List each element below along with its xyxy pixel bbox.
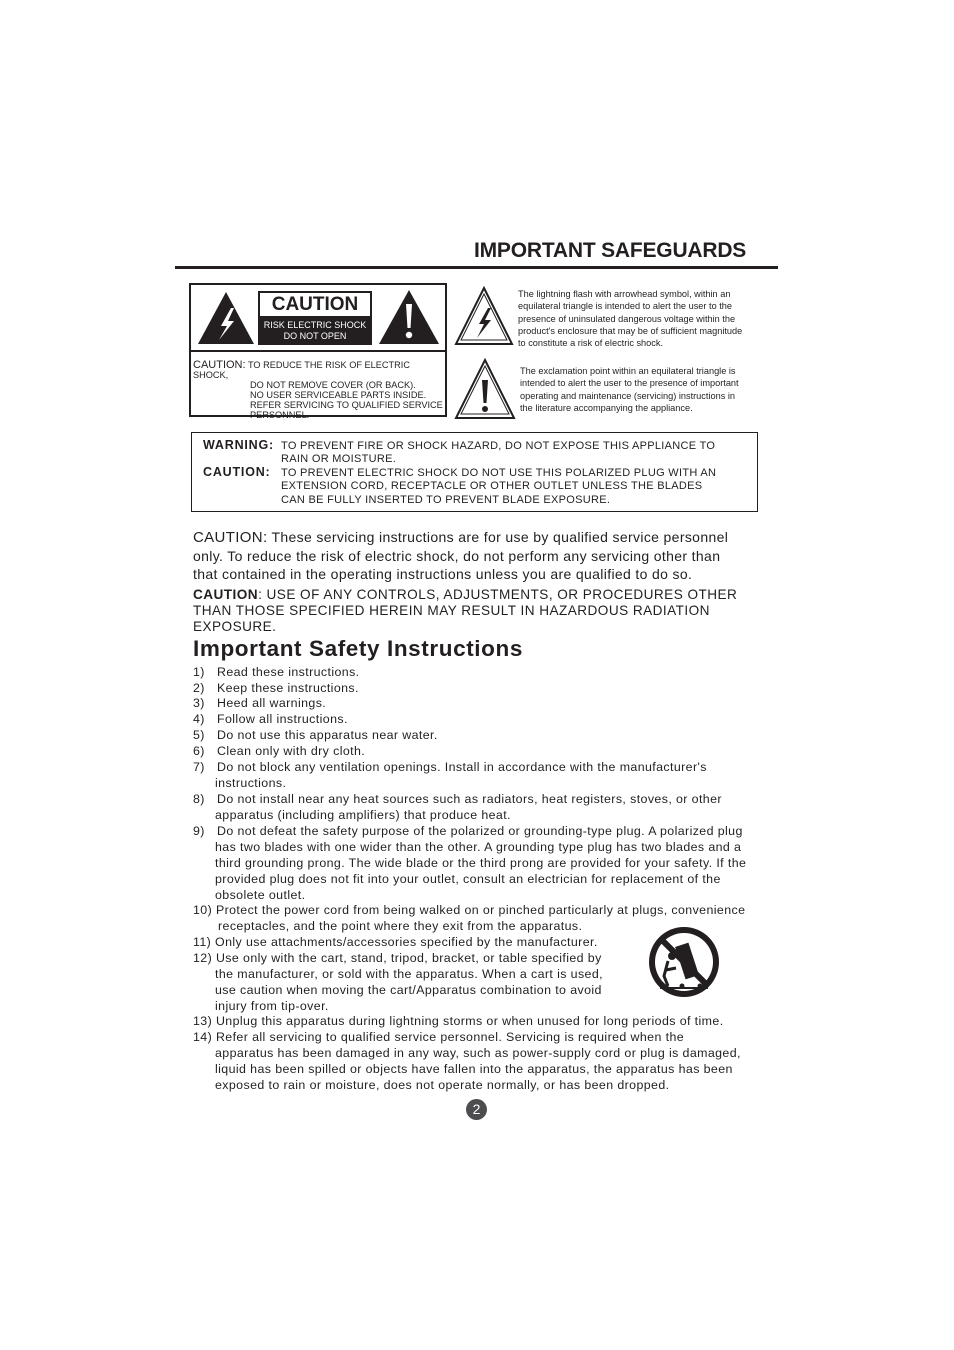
item-text: injury from tip-over. (215, 999, 329, 1013)
item-text: use caution when moving the cart/Apparatus combination to avoid (215, 983, 602, 997)
desc-line: equilateral triangle is intended to alert the user to the (518, 301, 732, 312)
caution-line: PERSONNEL. (250, 410, 310, 420)
desc-line: product's enclosure that may be of sufficient magnitude (518, 325, 743, 336)
item-number: 1) (193, 665, 205, 679)
item-number: 7) (193, 760, 205, 774)
list-item (193, 711, 348, 727)
list-item (193, 680, 359, 696)
item-text: Clean only with dry cloth. (217, 744, 366, 758)
desc-line: to constitute a risk of electric shock. (518, 338, 664, 349)
caution-line: REFER SERVICING TO QUALIFIED SERVICE (250, 400, 443, 410)
risk-line: RISK ELECTRIC SHOCK (263, 320, 367, 330)
radiation-caution-line: EXPOSURE. (193, 619, 277, 634)
list-item (193, 934, 598, 950)
item-text: Heed all warnings. (217, 696, 327, 710)
warning-line: TO PREVENT FIRE OR SHOCK HAZARD, DO NOT EXPOSE THIS APPLIANCE TO (281, 440, 716, 452)
plug-caution-label: CAUTION: (203, 465, 271, 479)
caution-prefix: CAUTION: (193, 359, 246, 371)
item-text: Do not defeat the safety purpose of the polarized or grounding-type plug. A polarized plug (217, 824, 743, 838)
warning-text (281, 440, 751, 467)
risk-text (260, 320, 370, 341)
item-text: has two blades with one wider than the other. A grounding type plug has two blades and a (215, 840, 742, 854)
item-number: 5) (193, 728, 205, 742)
item-number: 13) (193, 1014, 213, 1028)
caution-open-text (193, 360, 445, 420)
plug-caution-text (281, 467, 751, 507)
radiation-caution-paragraph (193, 587, 788, 635)
list-item (193, 664, 360, 680)
warning-label: WARNING: (203, 438, 274, 452)
page-number: 2 (466, 1099, 487, 1120)
list-item (193, 791, 722, 823)
desc-line: the literature accompanying the appliance. (520, 402, 693, 413)
item-text: Only use attachments/accessories specified by the manufacturer. (215, 935, 598, 949)
item-text: apparatus has been damaged in any way, such as power-supply cord or plug is damaged, (215, 1046, 741, 1060)
service-caution-line: only. To reduce the risk of electric shock, do not perform any servicing other than (193, 548, 721, 564)
radiation-caution-line: THAN THOSE SPECIFIED HEREIN MAY RESULT IN HAZARDOUS RADIATION (193, 603, 710, 618)
item-number: 8) (193, 792, 205, 806)
caution-label: CAUTION (271, 294, 359, 315)
item-text: apparatus (including amplifiers) that produce heat. (215, 808, 511, 822)
lightning-triangle-icon (454, 286, 514, 346)
item-text: liquid has been spilled or objects have fallen into the apparatus, the apparatus has been (215, 1062, 733, 1076)
list-item (193, 727, 438, 743)
item-text: Follow all instructions. (217, 712, 348, 726)
lightning-triangle-icon (196, 290, 256, 346)
radiation-caution-label: CAUTION (193, 587, 259, 602)
lightning-symbol-description (518, 288, 768, 349)
item-number: 2) (193, 681, 205, 695)
instructions-heading: Important Safety Instructions (193, 636, 523, 661)
radiation-caution-line: : USE OF ANY CONTROLS, ADJUSTMENTS, OR PROCEDURES OTHER (258, 587, 738, 602)
item-text: Unplug this apparatus during lightning storms or when unused for long periods of time. (215, 1014, 724, 1028)
list-item (193, 1013, 724, 1029)
list-item (193, 759, 707, 791)
item-number: 11) (193, 935, 212, 949)
desc-line: operating and maintenance (servicing) instructions in (520, 390, 736, 401)
item-text: exposed to rain or moisture, does not operate normally, or has been dropped. (215, 1078, 670, 1092)
page-title: IMPORTANT SAFEGUARDS (474, 239, 747, 262)
item-text: Read these instructions. (217, 665, 360, 679)
item-text: obsolete outlet. (215, 888, 306, 902)
plug-caution-line: EXTENSION CORD, RECEPTACLE OR OTHER OUTLET UNLESS THE BLADES (281, 480, 703, 493)
item-number: 3) (193, 696, 205, 710)
service-caution-paragraph (193, 528, 783, 583)
caution-panel-divider (189, 350, 447, 352)
item-text: Do not install near any heat sources such as radiators, heat registers, stoves, or other (217, 792, 722, 806)
item-number: 9) (193, 824, 205, 838)
item-text: Protect the power cord from being walked on or pinched particularly at plugs, convenience (215, 903, 746, 917)
item-number: 12) (193, 951, 213, 965)
item-number: 4) (193, 712, 205, 726)
caution-line: NO USER SERVICEABLE PARTS INSIDE. (250, 390, 427, 400)
item-text: third grounding prong. The wide blade or the third prong are provided for your safety. If the (215, 856, 747, 870)
exclamation-triangle-icon (377, 288, 441, 346)
exclamation-symbol-description (520, 365, 770, 414)
risk-line: DO NOT OPEN (283, 330, 347, 341)
item-number: 6) (193, 744, 205, 758)
desc-line: presence of uninsulated dangerous voltage within the (518, 313, 736, 324)
item-text: the manufacturer, or sold with the apparatus. When a cart is used, (215, 967, 603, 981)
item-text: Use only with the cart, stand, tripod, bracket, or table specified by (215, 951, 602, 965)
service-caution-label: CAUTION: (193, 529, 268, 546)
caution-line: DO NOT REMOVE COVER (OR BACK). (250, 380, 416, 390)
desc-line: intended to alert the user to the presence of important (520, 378, 739, 389)
item-text: Do not block any ventilation openings. Install in accordance with the manufacturer's (217, 760, 707, 774)
title-rule (175, 266, 778, 269)
list-item (193, 695, 326, 711)
list-item (193, 823, 746, 903)
desc-line: The lightning flash with arrowhead symbol, within an (518, 289, 731, 299)
item-number: 14) (193, 1030, 213, 1044)
service-caution-line: These servicing instructions are for use by qualified service personnel (267, 529, 729, 545)
exclamation-triangle-icon (454, 358, 516, 420)
item-text: provided plug does not fit into your outlet, consult an electrician for replacement of the (215, 872, 721, 886)
caution-line: TO REDUCE THE RISK OF ELECTRIC SHOCK, (193, 360, 410, 380)
item-text: instructions. (215, 776, 287, 790)
item-number: 10) (193, 903, 213, 917)
cart-tip-over-icon (646, 924, 722, 1002)
warning-line: RAIN OR MOISTURE. (281, 453, 397, 466)
list-item (193, 743, 365, 759)
service-caution-line: that contained in the operating instructions unless you are qualified to do so. (193, 566, 693, 582)
desc-line: The exclamation point within an equilateral triangle is (520, 366, 736, 376)
plug-caution-line: CAN BE FULLY INSERTED TO PREVENT BLADE EXPOSURE. (281, 493, 611, 506)
list-item (193, 950, 603, 1014)
item-text: receptacles, and the point where they exit from the apparatus. (218, 919, 583, 933)
list-item (193, 1029, 741, 1093)
item-text: Do not use this apparatus near water. (217, 728, 438, 742)
plug-caution-line: TO PREVENT ELECTRIC SHOCK DO NOT USE THIS POLARIZED PLUG WITH AN (281, 467, 717, 479)
item-text: Keep these instructions. (217, 681, 359, 695)
item-text: Refer all servicing to qualified service personnel. Servicing is required when the (215, 1030, 685, 1044)
